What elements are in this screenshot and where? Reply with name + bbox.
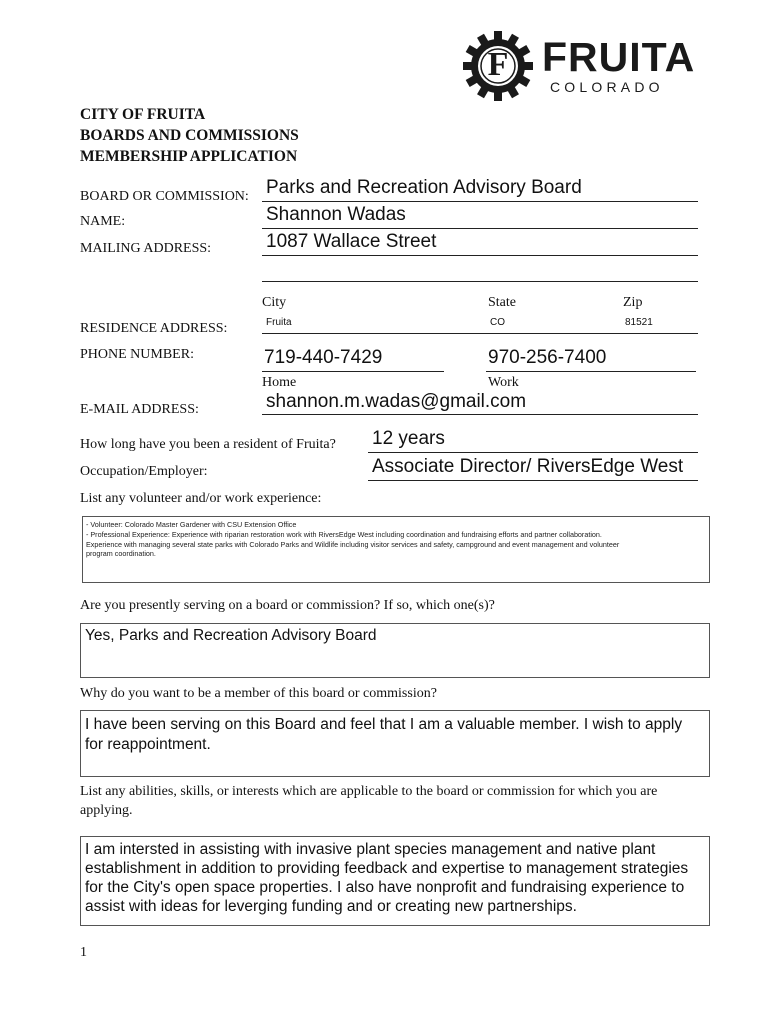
mailing-underline xyxy=(262,255,698,256)
city-field[interactable]: Fruita xyxy=(266,317,292,328)
experience-line: - Professional Experience: Experience with riparian restoration work with RiversEdge West including coordination and fundraising efforts and partner collaboration. xyxy=(86,529,602,539)
logo-region-text: COLORADO xyxy=(550,79,664,95)
work-phone-underline xyxy=(486,371,696,372)
experience-line: Experience with managing several state parks with Colorado Parks and Wildlife including visitor services and safety, campground and event management and volunteer xyxy=(86,539,620,549)
residence-label: RESIDENCE ADDRESS: xyxy=(80,321,228,336)
work-phone-field[interactable]: 970-256-7400 xyxy=(488,347,607,368)
serving-answer: Yes, Parks and Recreation Advisory Board xyxy=(85,627,377,644)
logo-emblem-letter: F xyxy=(487,46,509,83)
occupation-field[interactable]: Associate Director/ RiversEdge West xyxy=(372,456,684,477)
name-underline xyxy=(262,228,698,229)
abilities-question-line1: List any abilities, skills, or interests which are applicable to the board or commission for which you are xyxy=(80,784,658,799)
email-underline xyxy=(262,414,698,415)
mailing-label: MAILING ADDRESS: xyxy=(80,241,212,256)
mailing-field[interactable]: 1087 Wallace Street xyxy=(266,231,437,252)
email-label: E-MAIL ADDRESS: xyxy=(80,402,199,417)
experience-box[interactable] xyxy=(82,516,710,583)
name-field[interactable]: Shannon Wadas xyxy=(266,204,406,225)
mailing-underline-2 xyxy=(262,281,698,282)
home-phone-field[interactable]: 719-440-7429 xyxy=(264,347,383,368)
work-label: Work xyxy=(488,375,519,390)
zip-label: Zip xyxy=(623,295,643,310)
why-box[interactable] xyxy=(80,710,710,777)
serving-box[interactable] xyxy=(80,623,710,678)
why-answer-line: for reappointment. xyxy=(85,736,211,753)
why-answer-line: I have been serving on this Board and feel that I am a valuable member. I wish to apply xyxy=(85,716,683,733)
resident-underline xyxy=(368,452,698,453)
abilities-box[interactable] xyxy=(80,836,710,926)
name-label: NAME: xyxy=(80,214,126,229)
occupation-label: Occupation/Employer: xyxy=(80,464,208,479)
experience-line: program coordination. xyxy=(86,549,156,559)
abilities-answer-line: I am intersted in assisting with invasive plant species management and native plant xyxy=(85,841,656,858)
abilities-answer-line: assist with ideas for leverging funding and or creating new partnerships. xyxy=(85,898,577,915)
board-field[interactable]: Parks and Recreation Advisory Board xyxy=(266,177,582,198)
city-label: City xyxy=(262,295,287,310)
resident-question: How long have you been a resident of Fruita? xyxy=(80,437,336,452)
abilities-answer-line: for the City's open space properties. I also have nonprofit and fundraising experience to xyxy=(85,879,685,896)
doc-title-line2: BOARDS AND COMMISSIONS xyxy=(80,127,299,144)
page-number: 1 xyxy=(80,945,87,960)
doc-title-line1: CITY OF FRUITA xyxy=(80,106,206,123)
occupation-underline xyxy=(368,480,698,481)
experience-label: List any volunteer and/or work experience: xyxy=(80,491,322,506)
zip-field[interactable]: 81521 xyxy=(625,317,653,328)
abilities-question-line2: applying. xyxy=(80,803,133,818)
abilities-answer-line: establishment in addition to providing feedback and expertise to management strategies xyxy=(85,860,689,877)
home-phone-underline xyxy=(262,371,444,372)
email-field[interactable]: shannon.m.wadas@gmail.com xyxy=(266,391,527,412)
phone-label: PHONE NUMBER: xyxy=(80,347,194,362)
why-question: Why do you want to be a member of this board or commission? xyxy=(80,686,437,701)
board-label: BOARD OR COMMISSION: xyxy=(80,189,249,204)
experience-line: - Volunteer: Colorado Master Gardener with CSU Extension Office xyxy=(86,520,297,529)
board-underline xyxy=(262,201,698,202)
state-field[interactable]: CO xyxy=(490,317,505,328)
state-label: State xyxy=(488,295,516,310)
fruita-logo xyxy=(462,30,696,102)
resident-field[interactable]: 12 years xyxy=(372,428,445,449)
logo-brand-text: FRUITA xyxy=(542,34,696,80)
doc-title-line3: MEMBERSHIP APPLICATION xyxy=(80,148,298,165)
serving-question: Are you presently serving on a board or commission? If so, which one(s)? xyxy=(80,598,495,613)
residence-underline xyxy=(262,333,698,334)
home-label: Home xyxy=(262,375,297,390)
